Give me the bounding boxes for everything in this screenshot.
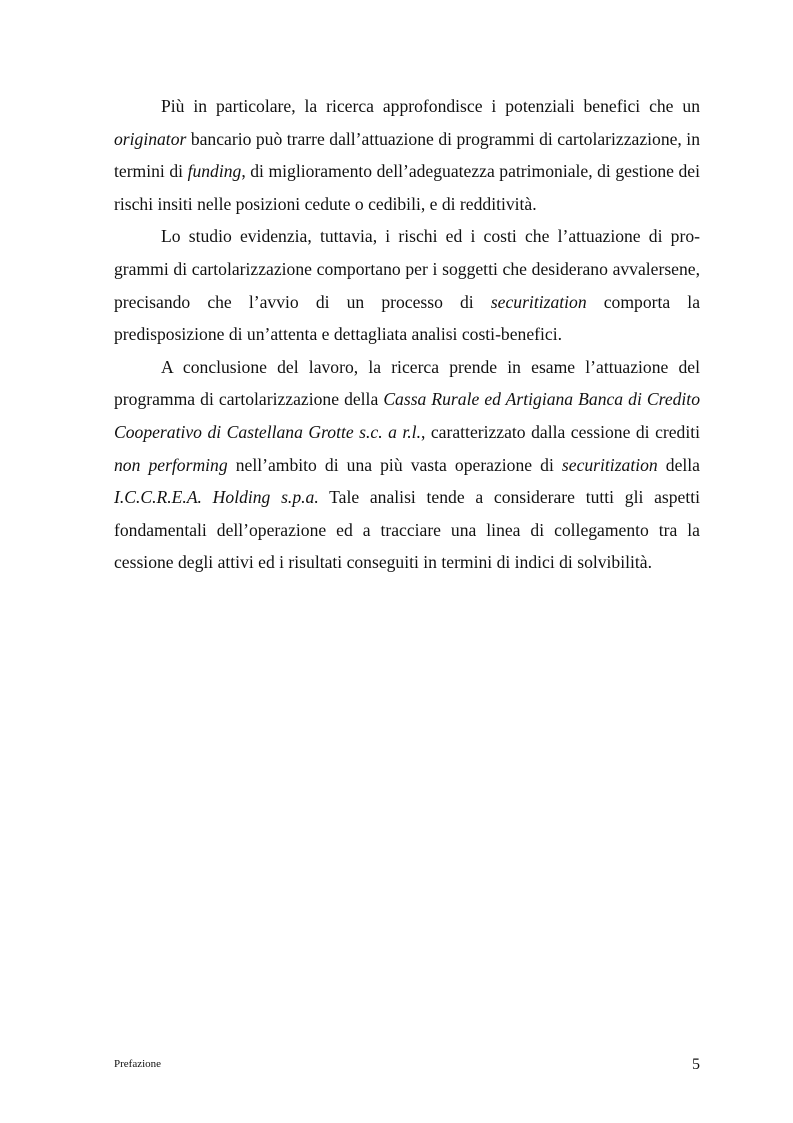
italic-term: originator [114, 128, 187, 149]
page-number: 5 [692, 1056, 700, 1073]
italic-term: Cassa Rurale ed Artigiana Banca di Credito Cooperativo di Castellana Grotte s.c. a r.l. [114, 389, 700, 442]
text-run: Tale analisi tende a considerare tutti gli aspetti fondamentali dell’operazione ed a tracciare una linea di collegamento tra la cessione degli attivi ed i risultati conseguiti in termini di indici di solvibilità. [114, 487, 700, 573]
body-text [114, 90, 700, 579]
body-paragraph [114, 90, 700, 220]
italic-term: securitization [490, 291, 587, 312]
text-run: comporta la predisposizione di un’attenta e dettagliata analisi costi-benefici. [114, 291, 701, 345]
italic-term: funding [187, 161, 242, 182]
body-paragraph [114, 351, 700, 579]
text-run: della [657, 454, 700, 475]
running-footer-title: Prefazione [114, 1058, 162, 1070]
text-run: Più in particolare, la ricerca approfondisce i potenziali benefici che un [161, 96, 700, 116]
italic-term: I.C.C.R.E.A. Holding s.p.a. [114, 487, 319, 508]
body-paragraph [114, 220, 700, 350]
text-run: Lo studio evidenzia, tuttavia, i rischi ed i costi che l’attuazione di programmi di cartolarizzazione comportano per i soggetti che desiderano avvalersene, precisando che l’avvio di un processo di [114, 226, 700, 312]
text-run: , caratterizzato dalla cessione di crediti [420, 421, 701, 442]
text-run: nell’ambito di una più vasta operazione di [227, 454, 562, 475]
italic-term: non performing [114, 454, 228, 475]
text-run: , di miglioramento dell’adeguatezza patrimoniale, di gestione dei rischi insiti nelle posizioni cedute o cedibili, e di redditività. [114, 161, 701, 214]
text-run: bancario può trarre dall’attuazione di programmi di cartolarizzazione, in termini di [114, 128, 700, 182]
text-run: A conclusione del lavoro, la ricerca prende in esame l’attuazione del programma di cartolarizzazione della [114, 356, 700, 410]
italic-term: securitization [561, 454, 658, 475]
